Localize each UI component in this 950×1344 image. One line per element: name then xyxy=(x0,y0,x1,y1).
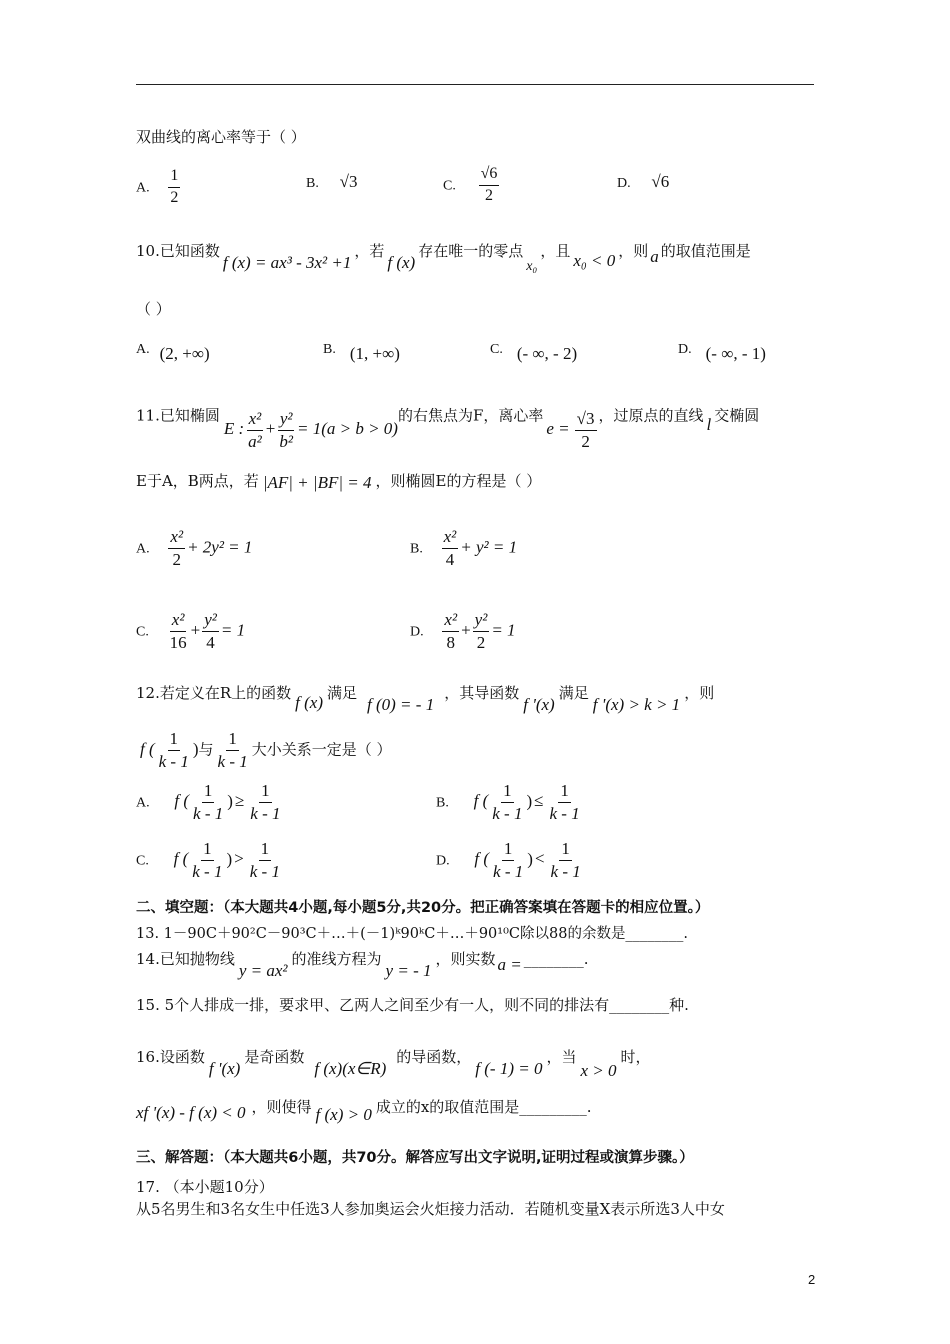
q12-option-b: B. f ( $\frac{1}{k - 1}$ ) ≤ $\frac{1}{k - 1}$ xyxy=(436,781,580,823)
q10-line1: 10.已知函数f (x) = ax³ - 3x² +1，若f (x)存在唯一的零点x₀，且 x₀ < 0 ，则 a 的取值范围是 xyxy=(136,242,751,274)
page-number: 2 xyxy=(808,1272,816,1287)
q12-option-c: C. f ( $\frac{1}{k - 1}$ ) > $\frac{1}{k - 1}$ xyxy=(136,839,280,881)
section-2-heading: 二、填空题：（本大题共4小题,每小题5分,共20分。把正确答案填在答题卡的相应位置。） xyxy=(136,900,710,916)
q11-option-b: B. $\frac{\text{x²}}{4}$ + y² = 1 xyxy=(410,527,518,569)
q12-option-a: A. f ( $\frac{1}{k - 1}$ ) ≥ $\frac{1}{k - 1}$ xyxy=(136,781,281,823)
q9-option-b: B. √3 xyxy=(306,172,358,191)
q15: 15. 5个人排成一排，要求甲、乙两人之间至少有一人，则不同的排法有________种. xyxy=(136,996,689,1014)
q12-line1: 12.若定义在R上的函数 f (x) 满足f (0) = - 1，其导函数f '(x)满足f '(x) > k > 1，则 xyxy=(136,684,715,714)
q11-option-d: D. $\frac{\text{x²}}{8}$ + $\frac{\text{y²}}{2}$ = 1 xyxy=(410,610,516,652)
section-3-heading: 三、解答题：（本大题共6小题，共70分。解答应写出文字说明,证明过程或演算步骤。） xyxy=(136,1150,694,1166)
q9-stem: 双曲线的离心率等于（ ） xyxy=(136,128,306,146)
q11-option-c: C. $\frac{\text{x²}}{16}$ + $\frac{\text{y²}}{4}$ = 1 xyxy=(136,610,246,652)
q11-line2: E于A，B两点，若 |AF| + |BF| = 4 ，则椭圆E的方程是（ ） xyxy=(136,472,542,492)
q9-option-a: A. $\frac{1}{2}$ xyxy=(136,167,179,206)
q11-option-a: A. $\frac{\text{x²}}{2}$ + 2y² = 1 xyxy=(136,527,253,569)
q12-option-d: D. f ( $\frac{1}{k - 1}$ ) < $\frac{1}{k - 1}$ xyxy=(436,839,581,881)
q17-title: 17. （本小题10分） xyxy=(136,1178,274,1196)
q14: 14.已知抛物线y = ax²的准线方程为y = - 1，则实数 a = ________. xyxy=(136,950,589,980)
q11-line1: 11.已知椭圆E : $\frac{\text{x²}}{\text{a²}}$ + $\frac{\text{y²}}{\text{b²}}$ = 1(a > b > 0)的右焦点为F，离心率e = $\frac{√3}{2}$ ，过原点的直线 l 交椭圆 xyxy=(136,406,760,451)
q10-paren: （ ） xyxy=(136,300,171,318)
q13: 13. 1－90C＋90²C－90³C＋…＋(－1)ᵏ90ᵏC＋…＋90¹⁰C除以88的余数是________. xyxy=(136,926,689,942)
header-rule xyxy=(136,84,814,85)
q17-body: 从5名男生和3名女生中任选3人参加奥运会火炬接力活动．若随机变量X表示所选3人中女 xyxy=(136,1200,725,1218)
q10-option-d: D. (- ∞, - 1) xyxy=(678,342,766,363)
q9-option-c: C. $\frac{√6}{2}$ xyxy=(443,165,498,204)
q16-line2: xf '(x) - f (x) < 0 ，则使得 f (x) > 0 成立的x的取值范围是_________. xyxy=(136,1098,592,1124)
q16-line1: 16.设函数f '(x)是奇函数f (x)(x∈R)的导函数，f (- 1) = 0，当x > 0时， xyxy=(136,1048,651,1080)
q9-option-d: D. √6 xyxy=(617,172,670,191)
q10-option-b: B. (1, +∞) xyxy=(323,342,400,363)
q12-line2: f ( $\frac{1}{k - 1}$ )与 $\frac{1}{k - 1}$ 大小关系一定是（ ） xyxy=(140,729,392,771)
q10-option-a: A. (2, +∞) xyxy=(136,342,210,363)
q10-option-c: C. (- ∞, - 2) xyxy=(490,342,578,363)
